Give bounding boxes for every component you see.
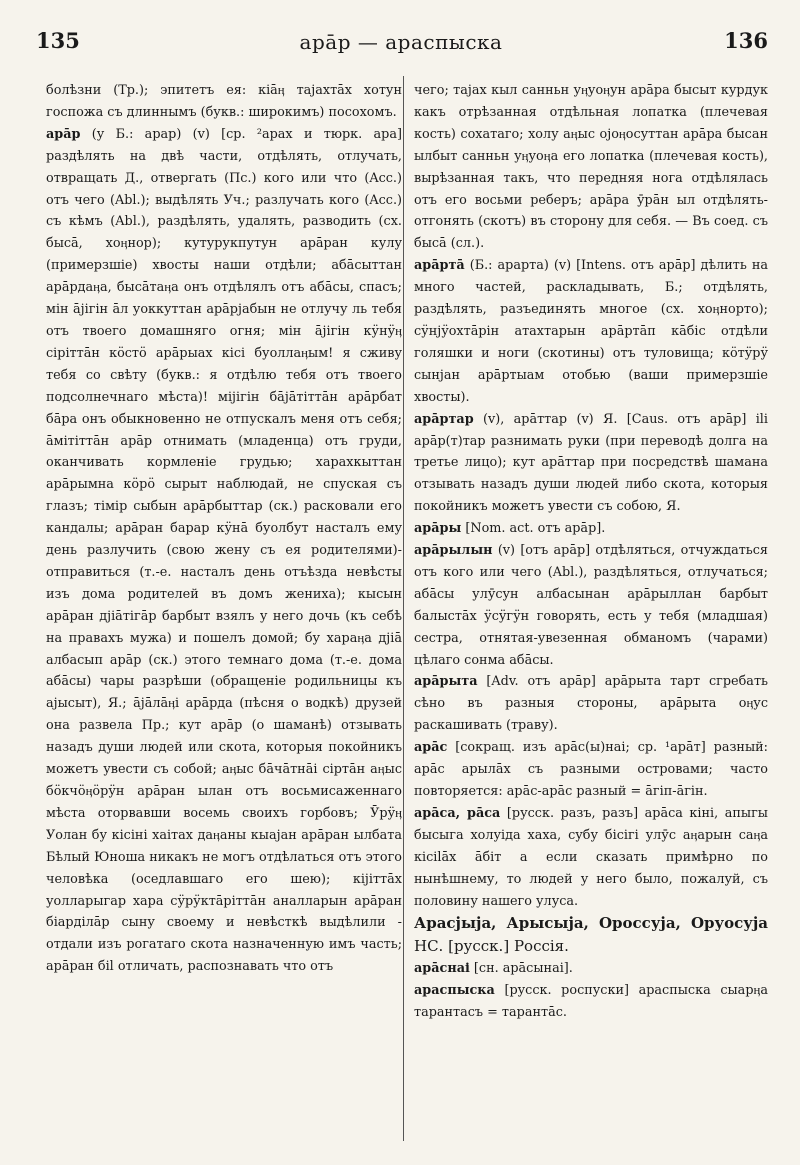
dictionary-entry <box>414 912 768 958</box>
entry-headword: арāса, рāса <box>414 805 501 821</box>
dictionary-entry <box>414 540 768 671</box>
dictionary-entry <box>414 80 768 255</box>
entry-text: [Adv. отъ арāр] арāрыта тарт сгребать сѣно въ разныя стороны, арāрыта оӊус раскашивать (траву). <box>414 674 768 734</box>
entry-headword: арāртā <box>414 258 465 274</box>
entry-text: (v) [отъ арāр] отдѣляться, отчуждаться отъ кого или чего (Abl.), раздѣляться, отлучаться; абāсы улӯсун албасынан арāрыллан барбыт балыстāх ӱсӱгӱн говорять, есть у тебя (младшая) сестра, отнятая-увезенная обманомъ (чарами) цѣлаго сонма абāсы. <box>414 543 768 668</box>
entry-headword: арāрылын <box>414 543 493 559</box>
entry-text: чего; тајах кыл санньн уӊуоӊун арāра бысыт курдук какъ отрѣзанная отдѣльная лопатка (плечевая кость) сохатаго; холу аӊыс ојоӊосуттан арāра бысан ылбыт санньн уӊуоӊа его лопатка (плечевая кость), вырѣзанная такъ, что передняя нога отдѣлялась отъ его восьми реберъ; арāра ӯрāн ыл отдѣлять-отгонять (скотъ) въ сторону для себя. — Въ соед. съ бысā (сл.). <box>414 83 768 252</box>
entry-headword: араспыска <box>414 983 495 999</box>
entry-text: [Nom. act. отъ арāр]. <box>461 521 606 537</box>
entry-text: НС. [русск.] Россія. <box>414 937 569 956</box>
entry-headword: арāртар <box>414 411 474 427</box>
entry-text: [сокращ. изъ арāс(ы)наі; ср. ¹арāт] разный: арāс арылāх съ разными островами; часто повторяется: арāс-арāс разный = āгіп-āгін. <box>414 740 768 799</box>
entry-text: болѣзни (Тр.); эпитетъ ея: кіāӊ тајахтāх хотун госпожа съ длиннымъ (букв.: широкимъ) посохомъ. <box>46 83 402 120</box>
running-title: арāр — араспыска <box>299 30 503 54</box>
entry-headword: Арасјыја, Арысыја, Ороссуја, Оруосуја <box>414 914 768 933</box>
dictionary-entry <box>414 255 768 408</box>
entry-text: [сн. арāсынаі]. <box>469 961 573 977</box>
dictionary-entry <box>414 671 768 737</box>
page-number-right: 136 <box>724 28 768 53</box>
dictionary-entry <box>414 958 768 980</box>
entry-headword: арāрыта <box>414 674 478 690</box>
dictionary-entry <box>46 80 402 124</box>
page-number-left: 135 <box>36 28 80 53</box>
left-column <box>46 80 402 978</box>
dictionary-entry <box>414 737 768 803</box>
entry-text: [русск. разъ, разъ] арāса кіні, апыгы бысыга холуіда хаха, субу бісігі улӯс аӊарын саӊа кісіlāх āбіт а если сказать примѣрно по нынѣшнему, то людей у него было, пожалуй, съ половину нашего улуса. <box>414 805 768 909</box>
entry-headword: арāр <box>46 126 81 142</box>
entry-headword: арāс <box>414 740 448 756</box>
dictionary-entry <box>414 409 768 519</box>
entry-text: (у Б.: арар) (v) [ср. ²арах и тюрк. ара] раздѣлять на двѣ части, отдѣлять, отлучать, отвращать Д., отвергать (Пс.) кого или что (Acc.) отъ чего (Abl.); выдѣлять Уч.; разлучать кого (Acc.) съ кѣмъ (Abl.), раздѣлять, удалять, разводить (сх. бысā, хоӊнор); кутурукпутун арāран кулу (примерзшіе) хвосты наши отдѣли; абāсыттан арāрдаӊа, бысāтаӊа онъ отдѣлялъ отъ абāсы, спасъ; мін āјігін āл уоккуттан арāрјабын не отлучу ль тебя отъ твоего домашняго огня; мін āјігін кӱнӱӊ сіріттāн кӧстӧ арāрыах кісі буоллаӊым! я сживу тебя со свѣту (букв.: я отдѣлю тебя отъ твоего подсолнечнаго мѣста)! міјігін бāјāтіттāн арāрбат бāра онъ обыкновенно не отпускалъ меня отъ себя; āмітіттāн арāр отнимать (младенца) отъ груди, оканчивать кормленіе грудью; харахкыттан арāрымна кӧрӧ сырыт наблюдай, не спуская съ глазъ; тімір сыбын арāрбыттар (ск.) расковали его кандалы; арāран барар кӱнā буолбут насталъ ему день разлучить (свою жену съ ея родителями)-отправиться (т.-е. насталъ день отъѣзда невѣсты изъ дома родителей въ домъ жениха); кысын арāран дјіāтігāр барбыт взялъ у него дочь (къ себѣ на правахъ мужа) и пошелъ домой; бу хараӊа дјіā албасып арāр (ск.) этого темнаго дома (т.-е. дома абāсы) чары разрѣши (обращеніе родильницы къ ајысыт), Я.; āјāлāӊі арāрда (пѣсня о водкѣ) друзей она развела Пр.; кут арāр (о шаманѣ) отзывать назадъ души людей или скота, которыя покойникъ можетъ увести съ собой; аӊыс бāчāтнāі сіртāн аӊыс бӧкчӧӊӧрӱн арāран ылан отъ восьмисаженнаго мѣста оторвавши восемь своихъ горбовъ; Ӯрӱӊ Уолан бу кісіні хаітах даӊаны кыаjан арāран ылбата Бѣлый Юноша никакъ не могъ отдѣлаться отъ этого человѣка (оседлавшаго его шею); кіјіттāх уолларыгар хара сӱрӱктāріттāн аналларын арāран біарділāр сыну своему и невѣсткѣ выдѣлили - отдали изъ рогатаго скота назначенную имъ часть; арāран біl отличать, распознавать что отъ <box>46 126 402 975</box>
dictionary-entry <box>414 518 768 540</box>
entry-text: (v), арāттар (v) Я. [Caus. отъ арāр] іlі арāр(т)тар разнимать руки (при переводѣ долга на третье лицо); кут арāттар при посредствѣ шамана отзывать назадъ души людей либо скота, которыя покойникъ можетъ увести съ собою, Я. <box>414 411 768 515</box>
dictionary-entry <box>414 803 768 913</box>
entry-headword: арāры <box>414 521 462 537</box>
column-divider <box>403 76 404 1141</box>
right-column <box>414 80 768 1024</box>
dictionary-entry <box>46 124 402 978</box>
entry-text: [русск. роспуски] араспыска сыарӊа тарантасъ = тарантāс. <box>414 983 768 1021</box>
page-header <box>30 28 772 58</box>
entry-headword: арāснаі <box>414 961 470 977</box>
entry-text: (Б.: арарта) (v) [Intens. отъ арāр] дѣлить на много частей, раскладывать, Б.; отдѣлять, раздѣлять, разъединять многое (сх. хоӊнорто); сӱнјӱохтāрін атахтарын арāртāп кāбіс отдѣли голяшки и ноги (скотины) отъ туловища; кӧтӱрӱ сынјан арāртыам отобью (ваши примерзшіе хвосты). <box>414 258 768 405</box>
dictionary-entry <box>414 980 768 1024</box>
